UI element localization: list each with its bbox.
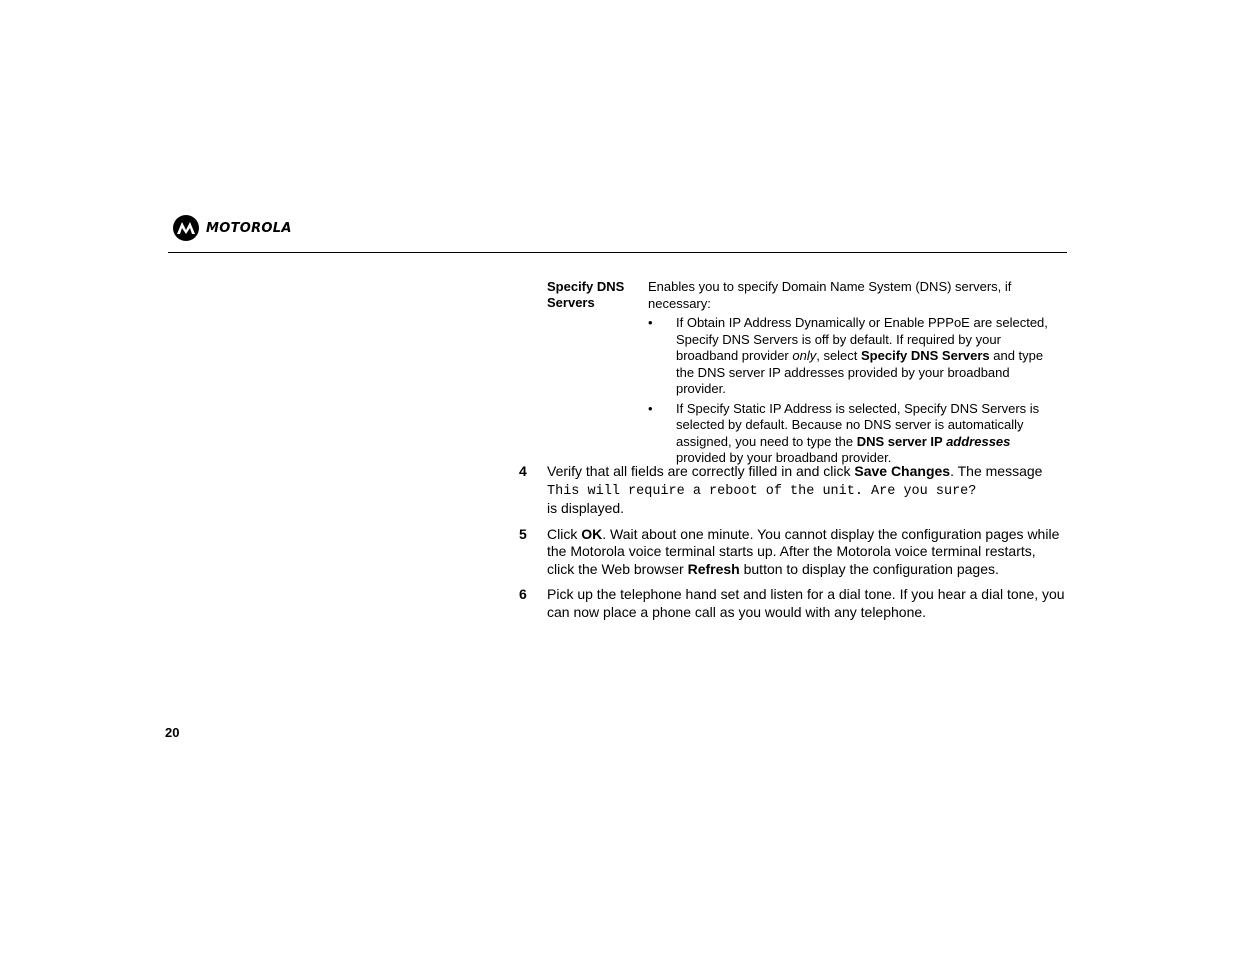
definition-bullets xyxy=(648,315,1060,467)
motorola-logo xyxy=(173,215,292,241)
definition-intro: Enables you to specify Domain Name System (DNS) servers, if necessary: xyxy=(648,279,1012,311)
step-6: 6 Pick up the telephone hand set and listen for a dial tone. If you hear a dial tone, you can now place a phone call as you would with any telephone. xyxy=(519,586,1065,620)
definition-term: Specify DNS Servers xyxy=(547,279,625,310)
batwing-glyph xyxy=(176,221,196,235)
step-number: 6 xyxy=(519,586,527,602)
bullet-symbol: • xyxy=(648,315,653,330)
bullet-item: • If Obtain IP Address Dynamically or Enable PPPoE are selected, Specify DNS Servers is off by default. If required by your broadband provider only, select Specify DNS Servers and type the DNS server IP addresses provided by your broadband provider. xyxy=(648,315,1048,396)
bullet-item: • If Specify Static IP Address is selected, Specify DNS Servers is selected by default. Because no DNS server is automatically assigned, you need to type the DNS server IP addresses provided by your broadband provider. xyxy=(648,400,1040,465)
step-number: 4 xyxy=(519,463,527,479)
motorola-batwing-icon xyxy=(173,215,199,241)
step-number: 5 xyxy=(519,525,527,542)
header-rule xyxy=(168,252,1067,253)
page-number: 20 xyxy=(165,725,180,740)
reboot-message: This will require a reboot of the unit. Are you sure? xyxy=(547,483,977,499)
definition-description xyxy=(648,279,1060,470)
procedure-steps xyxy=(519,463,1065,629)
brand-name: MOTOROLA xyxy=(206,220,292,236)
bullet-symbol: • xyxy=(648,400,653,416)
step-5: 5 Click OK. Wait about one minute. You cannot display the configuration pages while the Motorola voice terminal starts up. After the Motorola voice terminal restarts, click the Web browser Refresh button to display the configuration pages. xyxy=(519,525,1060,577)
step-4: 4 Verify that all fields are correctly filled in and click Save Changes. The message This will require a reboot of the unit. Are you sure? is displayed. xyxy=(519,463,1043,516)
